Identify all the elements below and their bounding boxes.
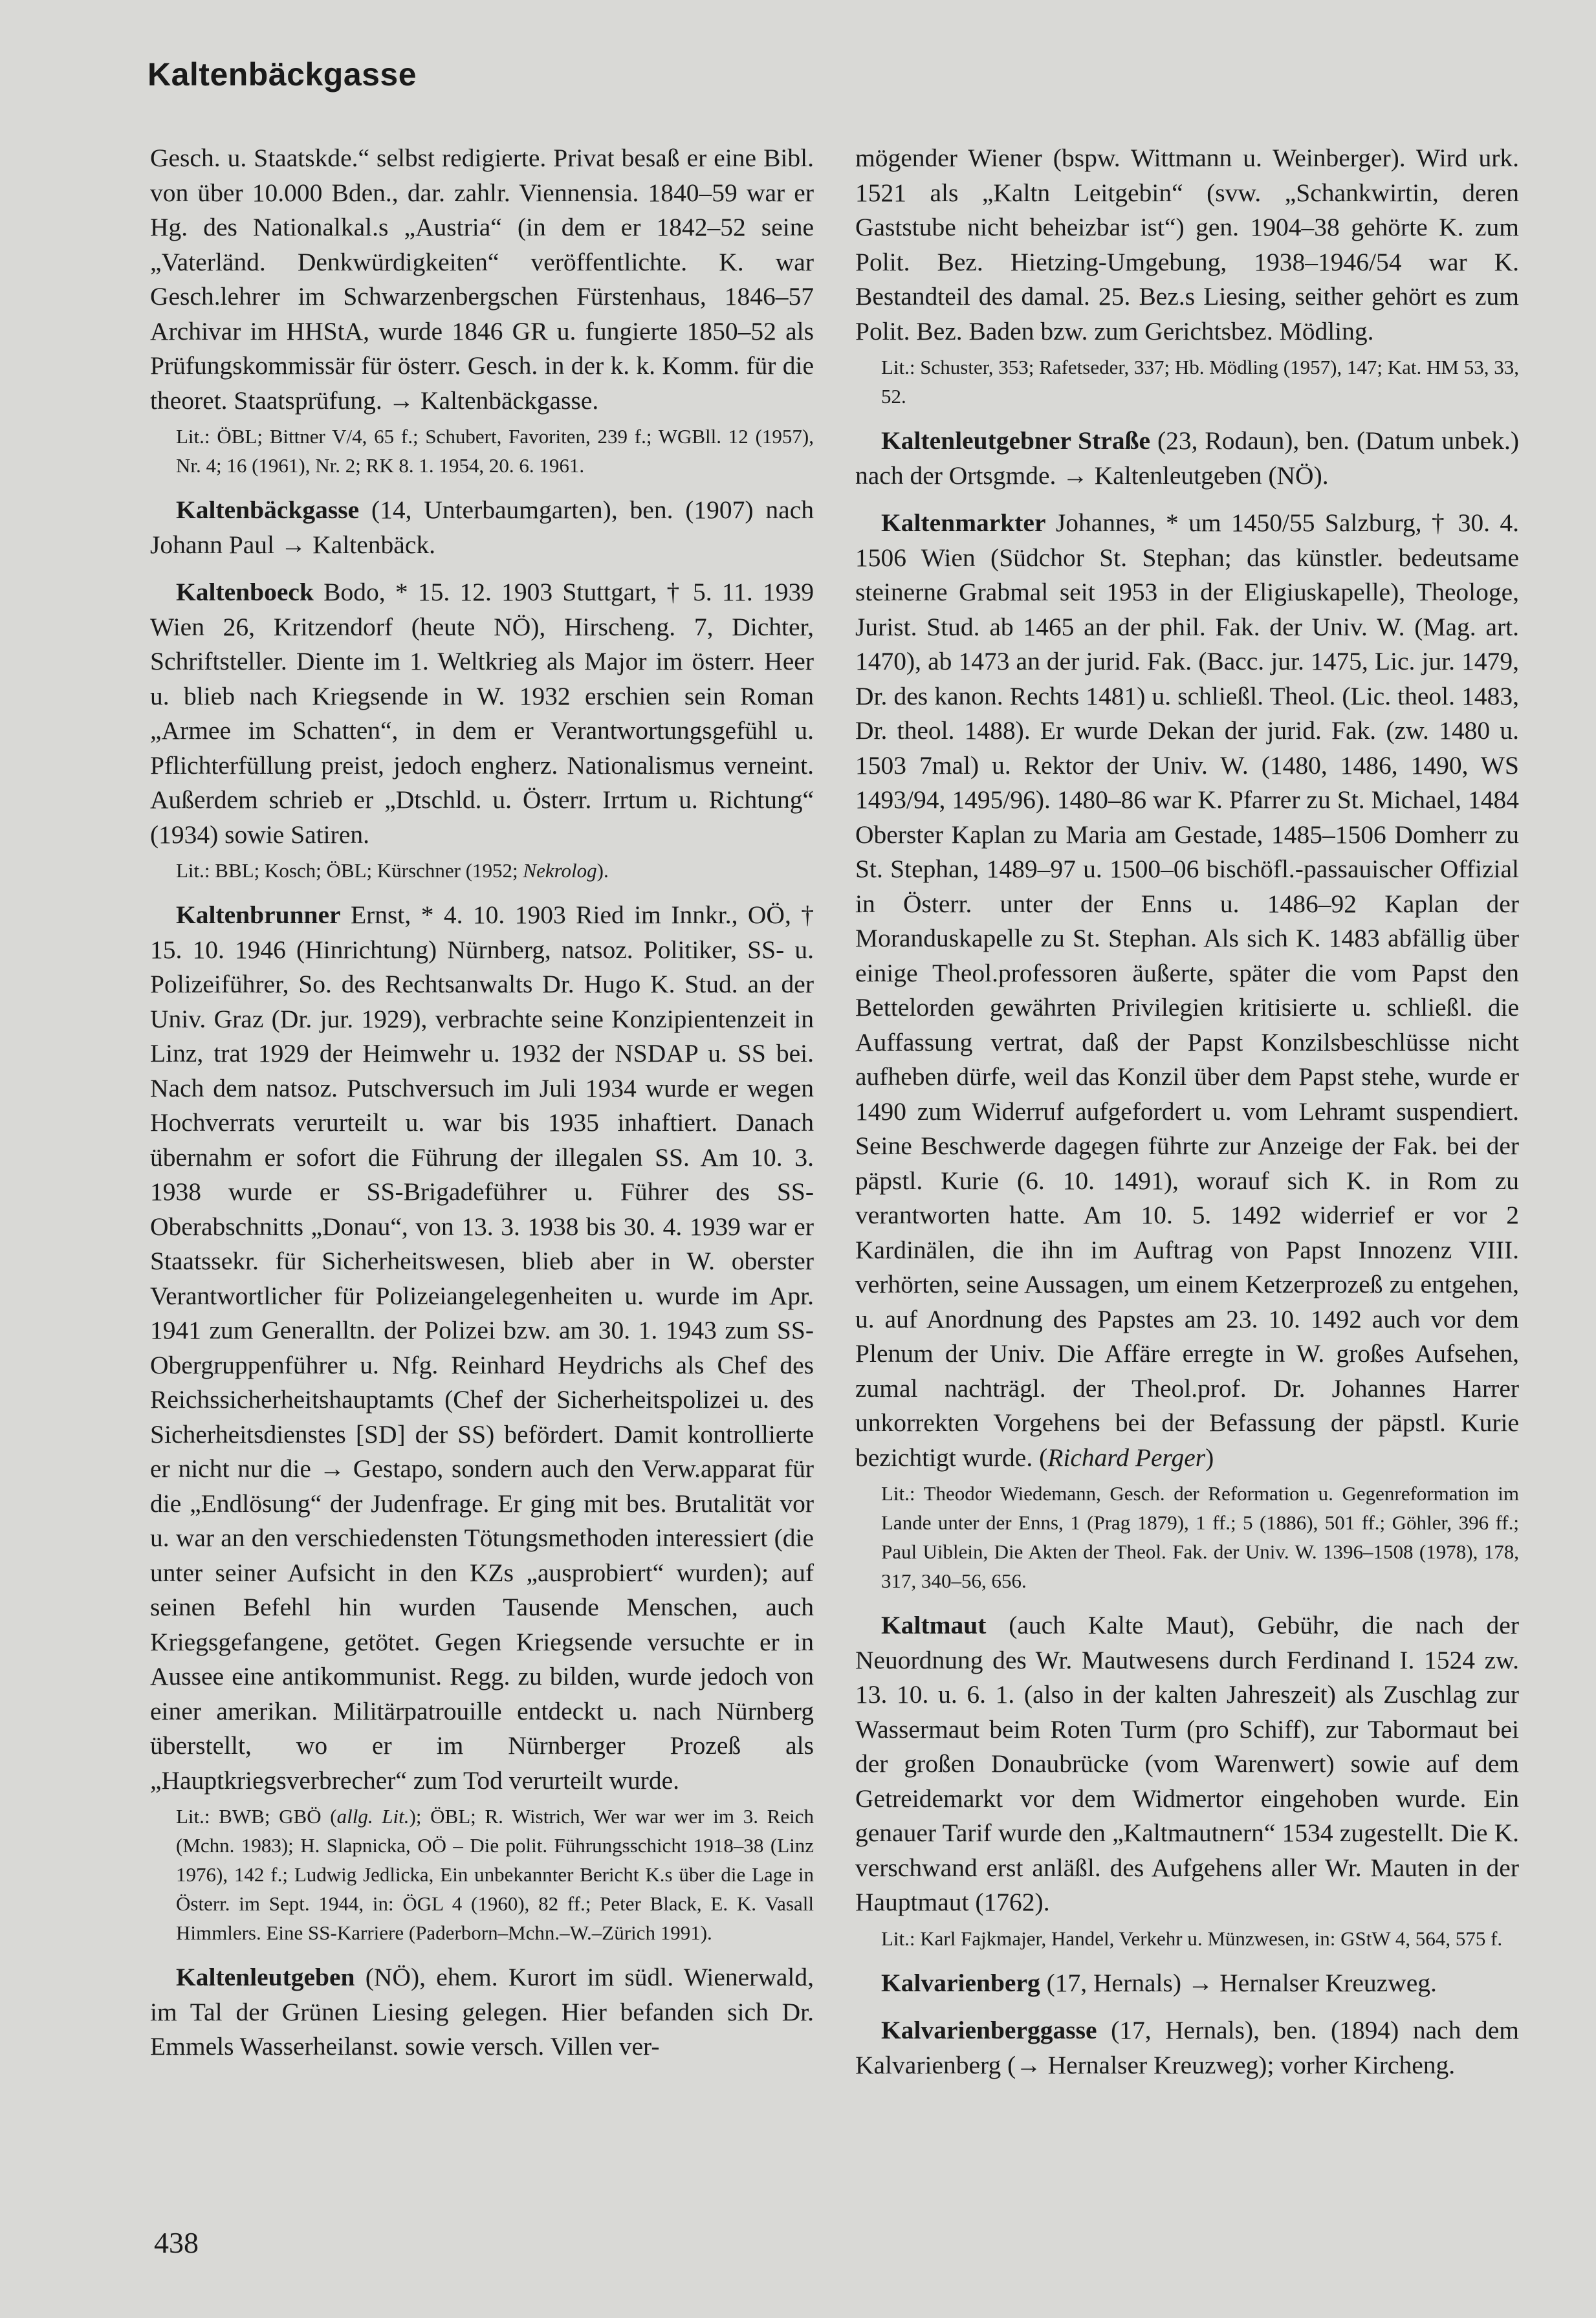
- left-column: [150, 141, 814, 2064]
- entry-kaltenboeck: Kaltenboeck Bodo, * 15. 12. 1903 Stuttgart, † 5. 11. 1939 Wien 26, Kritzendorf (heute NÖ), Hirscheng. 7, Dichter, Schriftsteller. Diente im 1. Weltkrieg als Major im österr. Heer u. blieb nach Kriegsende in W. 1932 erschien sein Roman „Armee im Schatten“, in dem er Verantwortungsgefühl u. Pflichterfüllung preist, jedoch engherz. Nationalismus verneint. Außerdem schrieb er „Dtschld. u. Österr. Irrtum u. Richtung“ (1934) sowie Satiren.: [150, 578, 814, 849]
- literature-note: Lit.: Theodor Wiedemann, Gesch. der Reformation u. Gegenreformation im Lande unter der Enns, 1 (Prag 1879), 1 ff.; 5 (1886), 501 ff.; Göhler, 396 ff.; Paul Uiblein, Die Akten der Theol. Fak. der Univ. W. 1396–1508 (1978), 178, 317, 340–56, 656.: [881, 1482, 1519, 1592]
- entry-kaltenleutgebner-strasse: Kaltenleutgebner Straße (23, Rodaun), ben. (Datum unbek.) nach der Ortsgmde. → Kaltenleutgeben (NÖ).: [855, 426, 1519, 490]
- entry-kaltenbaeckgasse: Kaltenbäckgasse (14, Unterbaumgarten), ben. (1907) nach Johann Paul → Kaltenbäck.: [150, 496, 814, 559]
- literature-note: Lit.: Karl Fajkmajer, Handel, Verkehr u. Münzwesen, in: GStW 4, 564, 575 f.: [881, 1927, 1503, 1950]
- entry-kaltenleutgeben: Kaltenleutgeben (NÖ), ehem. Kurort im südl. Wienerwald, im Tal der Grünen Liesing gelegen. Hier befanden sich Dr. Emmels Wasserheilanst. sowie versch. Villen ver-: [150, 1963, 814, 2061]
- lemma: Kaltmaut: [881, 1611, 987, 1639]
- entry-kalvarienberggasse: Kalvarienberggasse (17, Hernals), ben. (1894) nach dem Kalvarienberg (→ Hernalser Kreuzweg); vorher Kircheng.: [855, 2016, 1519, 2079]
- continuation-paragraph: Gesch. u. Staatskde.“ selbst redigierte. Privat besaß er eine Bibl. von über 10.000 Bden., dar. zahlr. Viennensia. 1840–59 war er Hg. des Nationalkal.s „Austria“ (in dem er 1842–52 seine „Vaterländ. Denkwürdigkeiten“ veröffentlichte. K. war Gesch.lehrer im Schwarzenbergschen Fürstenhaus, 1846–57 Archivar im HHStA, wurde 1846 GR u. fungierte 1850–52 als Prüfungskommissär für österr. Gesch. in der k. k. Komm. für die theoret. Staatsprüfung. → Kaltenbäckgasse.: [150, 144, 814, 415]
- lemma: Kaltenleutgebner Straße: [881, 426, 1151, 455]
- entry-kaltenbrunner: Kaltenbrunner Ernst, * 4. 10. 1903 Ried im Innkr., OÖ, † 15. 10. 1946 (Hinrichtung) Nürnberg, natsoz. Politiker, SS- u. Polizeiführer, So. des Rechtsanwalts Dr. Hugo K. Stud. an der Univ. Graz (Dr. jur. 1929), verbrachte seine Konzipientenzeit in Linz, trat 1929 der Heimwehr u. 1932 der NSDAP u. SS bei. Nach dem natsoz. Putschversuch im Juli 1934 wurde er wegen Hochverrats verurteilt u. war bis 1935 inhaftiert. Danach übernahm er sofort die Führung der illegalen SS. Am 10. 3. 1938 wurde er SS-Brigadeführer u. Führer des SS-Oberabschnitts „Donau“, von 13. 3. 1938 bis 30. 4. 1939 war er Staatssekr. für Sicherheitswesen, blieb aber in W. oberster Verantwortlicher für Polizeiangelegenheiten u. wurde im Apr. 1941 zum Generalltn. der Polizei bzw. am 30. 1. 1943 zum SS-Obergruppenführer u. Nfg. Reinhard Heydrichs als Chef des Reichssicherheitshauptamts (Chef der Sicherheitspolizei u. des Sicherheitsdienstes [SD] der SS) befördert. Damit kontrollierte er nicht nur die → Gestapo, sondern auch den Verw.apparat für die „Endlösung“ der Judenfrage. Er ging mit bes. Brutalität vor u. war an den verschiedensten Tötungsmethoden interessiert (die unter seiner Aufsicht in den KZs „ausprobiert“ wurden); auf seinen Befehl hin wurden Tausende Menschen, auch Kriegsgefangene, getötet. Gegen Kriegsende versuchte er in Aussee eine antikommunist. Regg. zu bilden, wurde jedoch von einer amerikan. Militärpatrouille entdeckt u. nach Nürnberg überstellt, wo er im Nürnberger Prozeß als „Hauptkriegsverbrecher“ zum Tod verurteilt wurde.: [150, 901, 814, 1795]
- literature-note: Lit.: BBL; Kosch; ÖBL; Kürschner (1952; Nekrolog).: [176, 859, 609, 882]
- lemma: Kaltenmarkter: [881, 508, 1046, 537]
- running-head: Kaltenbäckgasse: [148, 56, 417, 93]
- literature-note: Lit.: BWB; GBÖ (allg. Lit.); ÖBL; R. Wistrich, Wer war wer im 3. Reich (Mchn. 1983); H. Slapnicka, OÖ – Die polit. Führungsschicht 1918–38 (Linz 1976), 142 f.; Ludwig Jedlicka, Ein unbekannter Bericht K.s über die Lage in Österr. im Sept. 1944, in: ÖGL 4 (1960), 82 ff.; Peter Black, E. K. Vasall Himmlers. Eine SS-Karriere (Paderborn–Mchn.–W.–Zürich 1991).: [176, 1805, 814, 1944]
- entry-kalvarienberg: Kalvarienberg (17, Hernals) → Hernalser Kreuzweg.: [881, 1968, 1437, 1997]
- right-column: [855, 141, 1519, 2083]
- lemma: Kaltenleutgeben: [176, 1963, 355, 1991]
- lemma: Kaltenbäckgasse: [176, 496, 360, 524]
- entry-kaltmaut: Kaltmaut (auch Kalte Maut), Gebühr, die nach der Neuordnung des Wr. Mautwesens durch Ferdinand I. 1524 zw. 13. 10. u. 6. 1. (also in der kalten Jahreszeit) als Zuschlag zur Wassermaut beim Roten Turm (pro Schiff), zur Tabormaut bei der großen Donaubrücke (vom Warenwert) sowie auf dem Getreidemarkt vor dem Widmertor eingehoben wurde. Ein genauer Tarif wurde den „Kaltmautnern“ 1534 zugestellt. Die K. verschwand erst anläßl. des Aufgehens aller Wr. Mauten in der Hauptmaut (1762).: [855, 1611, 1519, 1916]
- lemma: Kaltenboeck: [176, 578, 314, 606]
- literature-note: Lit.: ÖBL; Bittner V/4, 65 f.; Schubert, Favoriten, 239 f.; WGBll. 12 (1957), Nr. 4; 16 (1961), Nr. 2; RK 8. 1. 1954, 20. 6. 1961.: [176, 425, 814, 477]
- lemma: Kalvarienberggasse: [881, 2016, 1097, 2044]
- lemma: Kalvarienberg: [881, 1968, 1040, 1997]
- literature-note: Lit.: Schuster, 353; Rafetseder, 337; Hb. Mödling (1957), 147; Kat. HM 53, 33, 52.: [881, 356, 1519, 408]
- lemma: Kaltenbrunner: [176, 901, 341, 929]
- continuation-paragraph: mögender Wiener (bspw. Wittmann u. Weinberger). Wird urk. 1521 als „Kaltn Leitgebin“ (svw. „Schankwirtin, deren Gaststube nicht beheizbar ist“) gen. 1904–38 gehörte K. zum Polit. Bez. Hietzing-Umgebung, 1938–1946/54 war K. Bestandteil des damal. 25. Bez.s Liesing, seither gehört es zum Polit. Bez. Baden bzw. zum Gerichtsbez. Mödling.: [855, 144, 1519, 345]
- entry-kaltenmarkter: Kaltenmarkter Johannes, * um 1450/55 Salzburg, † 30. 4. 1506 Wien (Südchor St. Stephan; das künstler. bedeutsame steinerne Grabmal seit 1953 in der Eligiuskapelle), Theologe, Jurist. Stud. ab 1465 an der phil. Fak. der Univ. W. (Mag. art. 1470), ab 1473 an der jurid. Fak. (Bacc. jur. 1475, Lic. jur. 1479, Dr. des kanon. Rechts 1481) u. schließl. Theol. (Lic. theol. 1483, Dr. theol. 1488). Er wurde Dekan der jurid. Fak. (zw. 1480 u. 1503 7mal) u. Rektor der Univ. W. (1480, 1486, 1490, WS 1493/94, 1495/96). 1480–86 war K. Pfarrer zu St. Michael, 1484 Oberster Kaplan zu Maria am Gestade, 1485–1506 Domherr zu St. Stephan, 1489–97 u. 1500–06 bischöfl.-passauischer Offizial in Österr. unter der Enns u. 1486–92 Kaplan der Moranduskapelle zu St. Stephan. Als sich K. 1483 abfällig über einige Theol.professoren äußerte, später die vom Papst den Bettelorden gewährten Privilegien kritisierte u. schließl. die Auffassung vertrat, daß der Papst Konzilsbeschlüsse nicht aufheben dürfe, weil das Konzil über dem Papst stehe, wurde er 1490 zum Widerruf aufgefordert u. vom Lehramt suspendiert. Seine Beschwerde dagegen führte zur Anzeige der Fak. bei der päpstl. Kurie (6. 10. 1491), worauf sich K. in Rom zu verantworten hatte. Am 10. 5. 1492 widerrief er vor 2 Kardinälen, die ihn im Auftrag von Papst Innozenz VIII. verhörten, seine Aussagen, um einem Ketzerprozeß zu entgehen, u. auf Anordnung des Papstes am 23. 10. 1492 auch vor dem Plenum der Univ. Die Affäre erregte in W. großes Aufsehen, zumal nachträgl. der Theol.prof. Dr. Johannes Harrer unkorrekten Vorgehens bei der Befassung der päpstl. Kurie bezichtigt wurde. (Richard Perger): [855, 508, 1519, 1472]
- page-number: 438: [154, 2226, 199, 2259]
